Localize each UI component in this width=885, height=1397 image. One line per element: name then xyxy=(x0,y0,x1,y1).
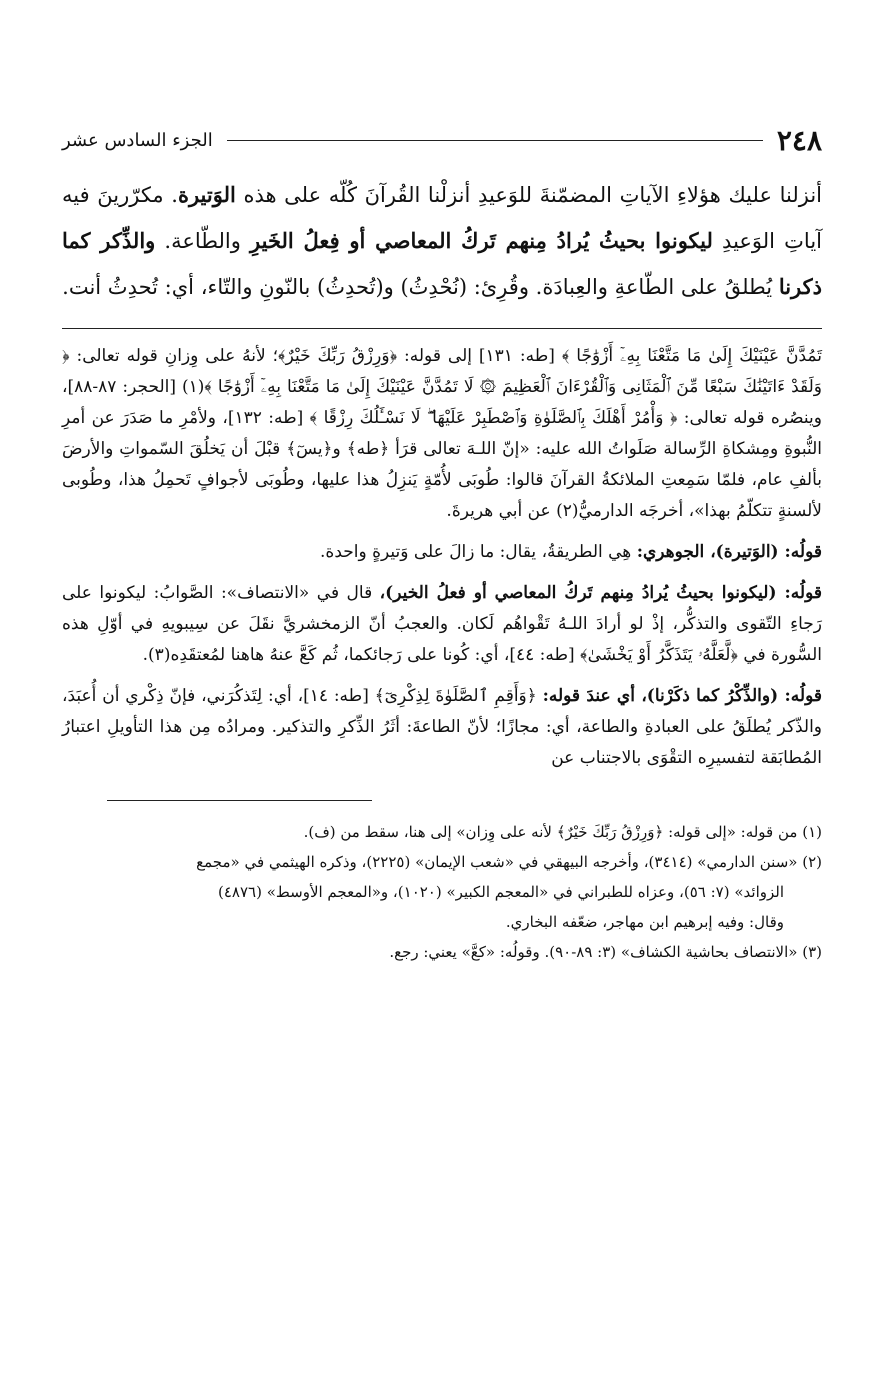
footnote-2: (٢) «سنن الدارمي» (٣٤١٤)، وأخرجه البيهقي في «شعب الإيمان» (٢٢٢٥)، وذكره الهيثمي في «مجمع xyxy=(196,853,822,871)
footnote-1: (١) من قوله: «إلى قوله: ﴿وَرِزْقُ رَبِّكَ خَيْرٌ﴾ لأنه على وِزان» إلى هنا، سقط من (ف). xyxy=(303,823,822,841)
running-header xyxy=(62,118,822,162)
footnotes xyxy=(62,817,822,967)
commentary-text: ﴿وَأَقِمِ ٱلصَّلَوٰةَ لِذِكْرِىٓ﴾ [طه: ١٤]، أي: لِتَذكُرَني، فإنّ ذِكْري أن أُعبَدَ، والذّكر يُطلَقُ على العبادةِ والطاعة، أي: مجازًا؛ لأنّ الطاعةَ: أثَرُ الذِّكرِ والتذكير. ومرادُه مِن هذا التأويلِ اعتبارُ المُطابَقة لتفسيرِه التقْوَى بالاجتناب عن xyxy=(62,686,822,768)
header-rule xyxy=(227,140,763,141)
page-number: ٢٤٨ xyxy=(776,123,822,157)
commentary-lemma: قولُه: (والذِّكْرُ كما ذكَرْنا)، أي عندَ قوله: xyxy=(542,686,822,706)
main-text-segment: والطّاعة. xyxy=(155,229,251,253)
commentary-paragraph: تَمُدَّنَّ عَيْنَيْكَ إِلَىٰ مَا مَتَّعْنَا بِهِۦٓ أَزْوَٰجًا ﴾ [طه: ١٣١] إلى قوله: ﴿وَرِزْقُ رَبِّكَ خَيْرٌ﴾؛ لأنهُ على وِزانِ قوله تعالى: ﴿ وَلَقَدْ ءَاتَيْنَٰكَ سَبْعًا مِّنَ ٱلْمَثَانِى وَٱلْقُرْءَانَ ٱلْعَظِيمَ ۞ لَا تَمُدَّنَّ عَيْنَيْكَ إِلَىٰ مَا مَتَّعْنَا بِهِۦٓ أَزْوَٰجًا ﴾(١) [الحجر: ٨٧-٨٨]، وينصُره قوله تعالى: ﴿ وَأْمُرْ أَهْلَكَ بِٱلصَّلَوٰةِ وَٱصْطَبِرْ عَلَيْهَا ۖ لَا نَسْـَٔلُكَ رِزْقًا ﴾ [طه: ١٣٢]، ولأمْرِ ما صَدَرَ عن أمرِ النُّبوةِ ومِشكاةِ الرِّسالة صَلَواتُ الله عليه: «إنّ اللـهَ تعالى قرَأ ﴿طه﴾ و﴿يسٓ﴾ قبْلَ أن يَخلُقَ السّمواتِ والأرضَ بألفِ عام، فلمّا سَمِعتِ الملائكةُ القرآنَ قالوا: طُوبَى لأُمّةٍ يَنزِلُ هذا عليها، وطُوبَى لأجوافٍ تَحمِلُ هذا، وطُوبى لألسنةٍ تتكلّمُ بهذا»، أخرجَه الدارميُّ(٢) عن أبي هريرةَ. xyxy=(62,346,822,521)
main-text-bold: والذِّكر كما ذكرنا xyxy=(62,228,822,299)
commentary-paragraph xyxy=(62,578,822,671)
commentary-paragraph xyxy=(62,681,822,774)
commentary xyxy=(62,341,822,774)
footnote-2-continuation: الزوائد» (٧: ٥٦)، وعزاه للطبراني في «المعجم الكبير» (١٠٢٠)، و«المعجم الأوسط» (٤٨٧٦) xyxy=(218,883,784,901)
commentary-paragraph xyxy=(62,537,822,568)
main-text-bold: ليكونوا بحيثُ يُرادُ مِنهم تَركُ المعاصي أو فِعلُ الخَيرِ xyxy=(250,228,713,253)
main-text-segment: يُطلقُ على الطّاعةِ والعِبادَة. وقُرِئ: (نُحْدِثُ) و(تُحدِثُ) بالنّونِ والتّاء، أي: تُحدِثُ أنت. xyxy=(62,275,779,299)
main-text-segment: أنزلنا عليك هؤلاءِ الآياتِ المضمّنةَ للوَعيدِ أنزلْنا القُرآنَ كُلّه على هذه xyxy=(235,183,822,207)
commentary-lemma: قولُه: (ليكونوا بحيثُ يُرادُ مِنهم تَركُ المعاصي أو فعلُ الخير)، xyxy=(379,583,822,603)
footnote-3: (٣) «الانتصاف بحاشية الكشاف» (٣: ٨٩-٩٠). وقولُه: «كعَّ» يعني: رجع. xyxy=(389,943,822,961)
main-text-segment: . مكرّرينَ فيه آياتِ الوَعيدِ xyxy=(62,183,822,253)
commentary-divider xyxy=(62,328,822,329)
commentary-lemma: قولُه: (الوَتيرة)، الجوهري: xyxy=(636,542,822,562)
main-text xyxy=(62,172,822,310)
book-page xyxy=(62,118,822,967)
footnote-2-continuation: وقال: وفيه إبرهيم ابن مهاجر، ضعّفه البخاري. xyxy=(505,913,784,931)
commentary-text: قال في «الانتصاف»: الصَّوابُ: ليكونوا على رَجاءِ التّقوى والتذكُّر، إذْ لو أرادَ اللـهُ تَقْواهُم لَكان. والعجبُ أنّ الزمخشريَّ نقَلَ عن سِيبويهِ في أوّلِ هذه السُّورة في ﴿لَّعَلَّهُۥ يَتَذَكَّرُ أَوْ يَخْشَىٰ﴾ [طه: ٤٤]، أي: كُونا على رَجائكما، ثُم كَعَّ عنهُ هاهنا لمُعتقَدِه(٣). xyxy=(62,583,822,665)
footnote-rule xyxy=(107,800,372,801)
running-title: الجزء السادس عشر xyxy=(62,129,213,151)
commentary-text: هِي الطريقةُ، يقال: ما زالَ على وَتيرةٍ واحدة. xyxy=(320,542,637,562)
main-text-bold: الوَتيرة xyxy=(177,182,236,207)
